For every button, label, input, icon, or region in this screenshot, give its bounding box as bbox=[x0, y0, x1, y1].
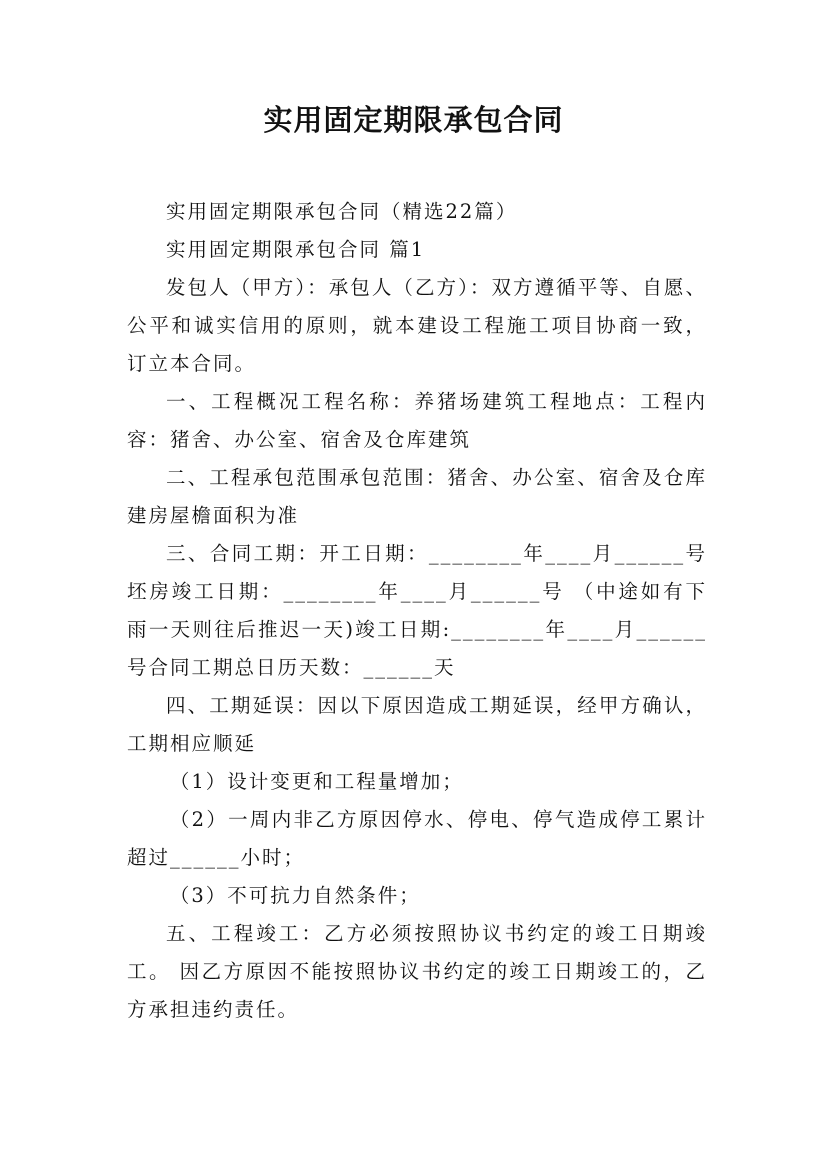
paragraph-project-overview: 一、工程概况工程名称：养猪场建筑工程地点：工程内容：猪舍、办公室、宿舍及仓库建筑 bbox=[127, 390, 707, 451]
paragraph-parties: 发包人（甲方）：承包人（乙方）：双方遵循平等、自愿、公平和诚实信用的原则，就本建设工程施工项目协商一致，订立本合同。 bbox=[127, 276, 707, 375]
paragraph-delay: 四、工期延误：因以下原因造成工期延误，经甲方确认，工期相应顺延 bbox=[127, 694, 707, 755]
paragraph-contract-scope: 二、工程承包范围承包范围：猪舍、办公室、宿舍及仓库建房屋檐面积为准 bbox=[127, 466, 707, 527]
document-title: 实用固定期限承包合同 bbox=[263, 103, 564, 137]
paragraph-completion: 五、工程竣工：乙方必须按照协议书约定的竣工日期竣工。 因乙方原因不能按照协议书约定的竣工日期竣工的，乙方承担违约责任。 bbox=[127, 922, 707, 1021]
paragraph-contract-period: 三、合同工期：开工日期：________年____月______号坯房竣工日期：________年____月______号 （中途如有下雨一天则往后推迟一天)竣工日期:________年____月______号合同工期总日历天数：______天 bbox=[127, 542, 707, 679]
paragraph-delay-item-2: （2）一周内非乙方原因停水、停电、停气造成停工累计超过______小时； bbox=[127, 808, 707, 869]
paragraph-subtitle: 实用固定期限承包合同（精选22篇） bbox=[166, 200, 518, 223]
paragraph-delay-item-1: （1）设计变更和工程量增加； bbox=[169, 770, 464, 793]
document-body bbox=[127, 193, 707, 1029]
paragraph-delay-item-3: （3）不可抗力自然条件； bbox=[169, 884, 421, 907]
paragraph-section-heading: 实用固定期限承包合同 篇1 bbox=[166, 238, 426, 261]
